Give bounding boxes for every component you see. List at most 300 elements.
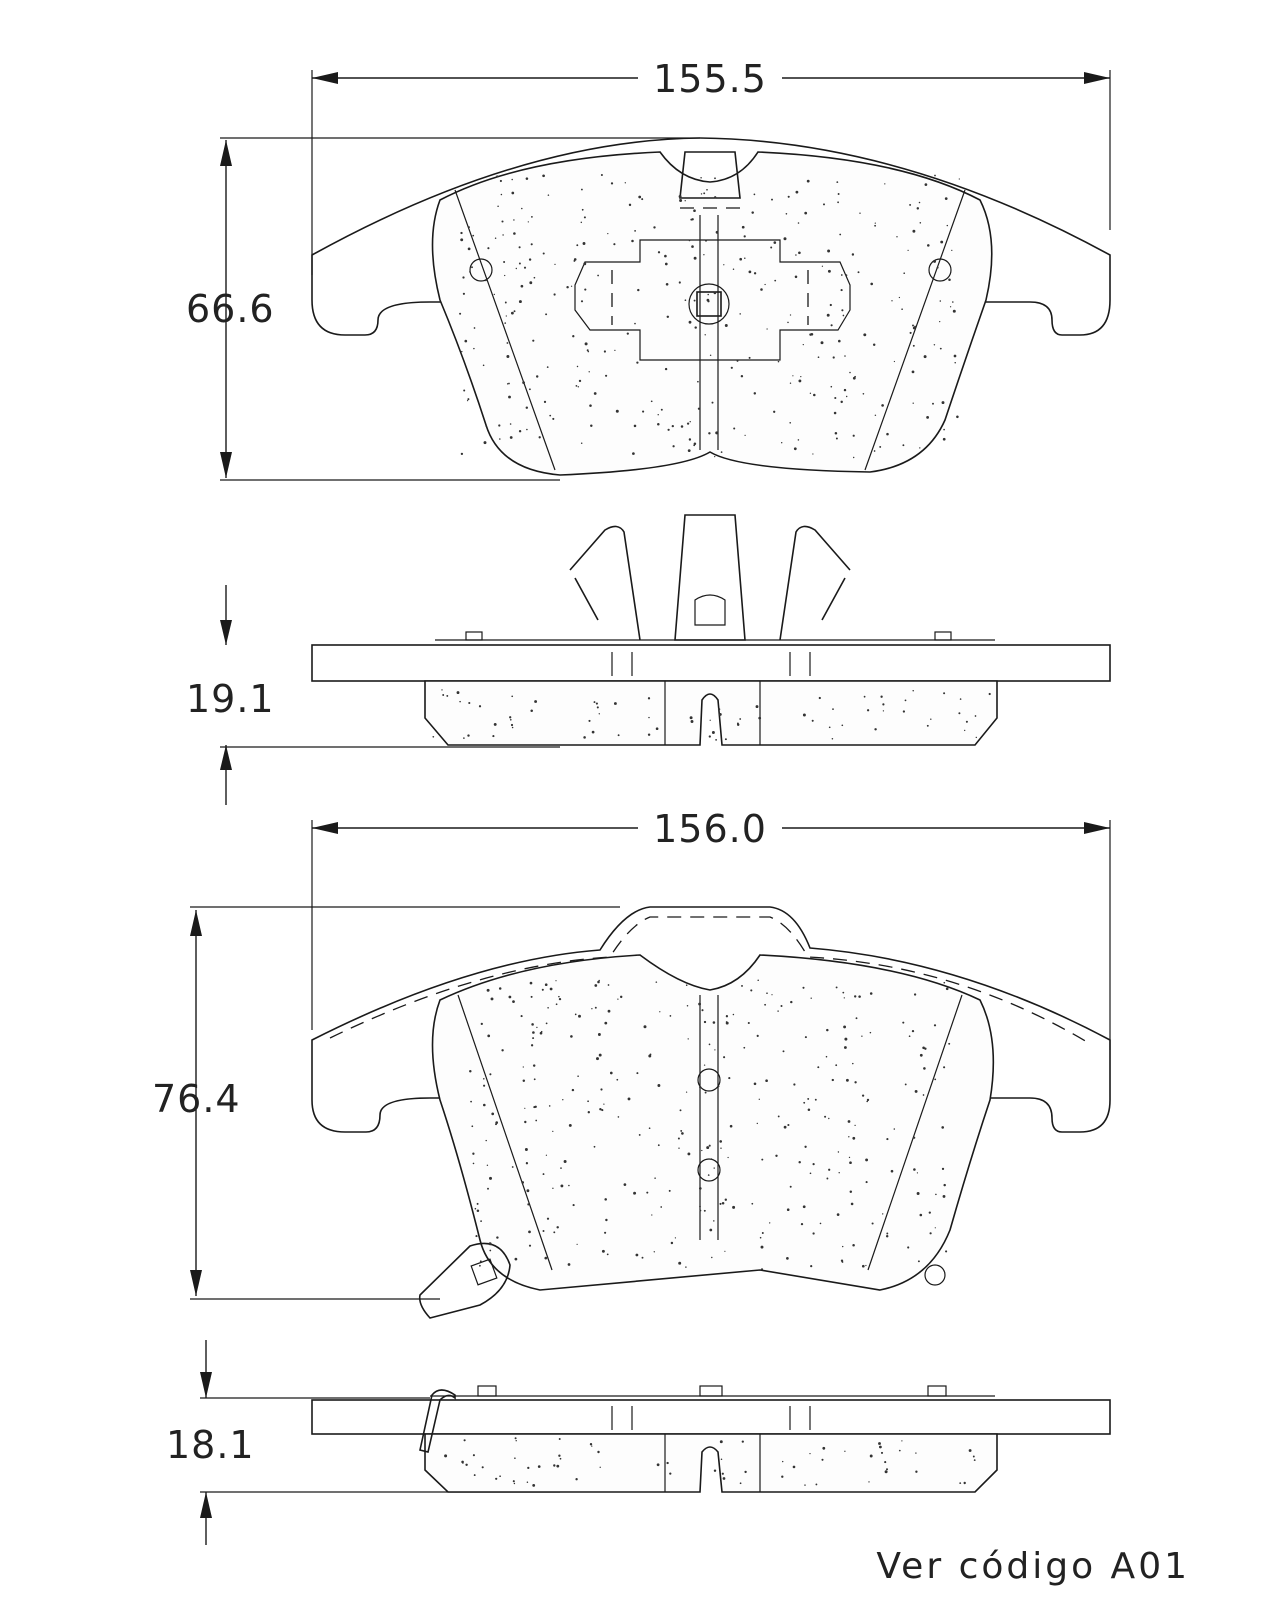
texture-dot — [681, 425, 684, 428]
texture-dot — [710, 720, 711, 721]
texture-dot — [638, 196, 641, 199]
texture-dot — [844, 1038, 847, 1041]
texture-dot — [654, 1177, 656, 1179]
texture-dot — [867, 709, 869, 711]
texture-dot — [594, 1146, 596, 1148]
texture-dot — [771, 994, 772, 995]
texture-dot — [583, 736, 586, 739]
texture-dot — [597, 981, 600, 984]
texture-dot — [560, 1458, 562, 1460]
texture-dot — [464, 340, 467, 343]
texture-dot — [464, 1439, 466, 1441]
texture-dot — [462, 276, 464, 278]
texture-dot — [523, 1080, 525, 1082]
bottom-pad-front-view — [152, 807, 1110, 1318]
texture-dot — [552, 418, 554, 420]
texture-dot — [535, 1106, 537, 1108]
texture-dot — [914, 993, 916, 995]
texture-dot — [837, 201, 839, 203]
texture-dot — [582, 209, 584, 211]
texture-dot — [975, 715, 977, 717]
texture-dot — [477, 1203, 479, 1205]
texture-dot — [742, 1440, 744, 1442]
texture-dot — [913, 345, 915, 347]
texture-dot — [831, 324, 833, 326]
texture-dot — [463, 737, 465, 739]
texture-dot — [976, 737, 977, 738]
texture-dot — [933, 260, 936, 263]
texture-dot — [620, 996, 622, 998]
texture-dot — [467, 400, 468, 401]
texture-dot — [750, 989, 752, 991]
texture-dot — [595, 1007, 597, 1009]
texture-dot — [472, 1153, 474, 1155]
texture-dot — [641, 198, 643, 200]
texture-dot — [469, 1070, 471, 1072]
texture-dot — [757, 980, 759, 982]
texture-dot — [780, 1005, 782, 1007]
texture-dot — [671, 1242, 673, 1244]
texture-dot — [480, 1260, 482, 1262]
texture-dot — [531, 1023, 534, 1026]
texture-dot — [575, 1014, 577, 1016]
texture-dot — [881, 1452, 883, 1454]
texture-dot — [989, 693, 991, 695]
texture-dot — [639, 1134, 641, 1136]
texture-dot — [927, 244, 930, 247]
texture-dot — [617, 998, 618, 999]
texture-dot — [501, 220, 503, 222]
texture-dot — [913, 327, 916, 330]
texture-dot — [821, 341, 824, 344]
texture-dot — [852, 1137, 855, 1140]
texture-dot — [879, 446, 881, 448]
texture-dot — [699, 1086, 701, 1088]
texture-dot — [713, 1021, 716, 1024]
bottom-thickness-label: 18.1 — [166, 1423, 255, 1467]
texture-dot — [934, 344, 935, 345]
texture-dot — [732, 1206, 735, 1209]
texture-dot — [532, 1031, 535, 1034]
texture-dot — [685, 200, 686, 201]
texture-dot — [602, 1250, 605, 1253]
texture-dot — [874, 225, 876, 227]
texture-dot — [844, 997, 845, 998]
texture-dot — [526, 177, 529, 180]
texture-dot — [709, 1145, 711, 1147]
texture-dot — [600, 1467, 601, 1468]
reference-note: Ver código A01 — [876, 1546, 1190, 1587]
top-width-label: 155.5 — [653, 57, 767, 101]
texture-dot — [680, 1109, 682, 1111]
texture-dot — [724, 1251, 725, 1252]
texture-dot — [463, 389, 465, 391]
texture-dot — [535, 1120, 537, 1122]
texture-dot — [691, 720, 694, 723]
texture-dot — [927, 725, 929, 727]
texture-dot — [588, 720, 590, 722]
texture-dot — [836, 986, 838, 988]
texture-dot — [744, 235, 746, 237]
texture-dot — [648, 717, 649, 718]
texture-dot — [531, 996, 533, 998]
texture-dot — [479, 705, 481, 707]
texture-dot — [577, 1075, 579, 1077]
texture-dot — [558, 996, 560, 998]
texture-dot — [688, 1038, 689, 1039]
texture-dot — [952, 301, 954, 303]
texture-dot — [549, 1105, 551, 1107]
texture-dot — [644, 1025, 647, 1028]
texture-dot — [930, 1232, 932, 1234]
texture-dot — [649, 1127, 651, 1129]
texture-dot — [778, 361, 780, 363]
texture-dot — [548, 194, 550, 196]
texture-dot — [831, 386, 833, 388]
texture-dot — [511, 192, 514, 195]
texture-dot — [460, 232, 462, 234]
texture-dot — [519, 430, 521, 432]
texture-dot — [553, 1464, 555, 1466]
texture-dot — [849, 372, 851, 374]
texture-dot — [707, 294, 709, 296]
texture-dot — [813, 1163, 815, 1165]
texture-dot — [912, 325, 914, 327]
texture-dot — [646, 1192, 648, 1194]
texture-dot — [534, 700, 537, 703]
texture-dot — [560, 1184, 563, 1187]
texture-dot — [687, 1005, 689, 1007]
texture-dot — [555, 980, 556, 981]
texture-dot — [589, 404, 592, 407]
texture-dot — [832, 1079, 834, 1081]
texture-dot — [485, 425, 486, 426]
texture-dot — [714, 177, 716, 179]
texture-dot — [581, 300, 583, 302]
texture-dot — [864, 696, 866, 698]
texture-dot — [919, 202, 921, 204]
texture-dot — [722, 1202, 725, 1205]
texture-dot — [715, 739, 717, 741]
texture-dot — [798, 251, 801, 254]
texture-dot — [596, 1057, 599, 1060]
texture-dot — [598, 1033, 601, 1036]
texture-dot — [715, 431, 718, 434]
texture-dot — [516, 268, 517, 269]
texture-dot — [590, 1443, 592, 1445]
texture-dot — [530, 709, 533, 712]
texture-dot — [721, 1458, 723, 1460]
texture-dot — [577, 1244, 578, 1245]
texture-dot — [627, 332, 629, 334]
texture-dot — [858, 271, 860, 273]
texture-dot — [578, 1015, 581, 1018]
top-pad-front-view — [186, 57, 1110, 480]
texture-dot — [531, 243, 533, 245]
texture-dot — [757, 1123, 758, 1124]
texture-dot — [516, 1440, 517, 1441]
texture-dot — [844, 389, 846, 391]
texture-dot — [836, 181, 838, 183]
texture-dot — [815, 1099, 817, 1101]
texture-dot — [661, 409, 663, 411]
texture-dot — [678, 1262, 681, 1265]
texture-dot — [819, 697, 821, 699]
texture-dot — [667, 429, 669, 431]
texture-dot — [786, 213, 788, 215]
texture-dot — [782, 1461, 783, 1462]
texture-dot — [848, 1120, 851, 1123]
texture-dot — [775, 1155, 777, 1157]
texture-dot — [853, 377, 856, 380]
texture-dot — [485, 1140, 486, 1141]
texture-dot — [576, 385, 578, 387]
texture-dot — [467, 734, 469, 736]
texture-dot — [828, 1169, 830, 1171]
texture-dot — [459, 701, 461, 703]
texture-dot — [845, 274, 847, 276]
texture-dot — [809, 1453, 810, 1454]
texture-dot — [489, 1073, 491, 1075]
texture-dot — [953, 310, 956, 313]
texture-dot — [485, 279, 487, 281]
texture-dot — [714, 292, 717, 295]
texture-dot — [604, 1232, 606, 1234]
texture-dot — [468, 702, 470, 704]
texture-dot — [803, 1205, 806, 1208]
texture-dot — [774, 241, 777, 244]
texture-dot — [744, 435, 745, 436]
texture-dot — [739, 258, 742, 261]
texture-dot — [527, 1203, 529, 1205]
texture-dot — [943, 692, 945, 694]
texture-dot — [713, 1220, 715, 1222]
texture-dot — [913, 1168, 916, 1171]
texture-dot — [886, 1138, 888, 1140]
texture-dot — [807, 180, 810, 183]
texture-dot — [714, 196, 716, 198]
texture-dot — [521, 1181, 524, 1184]
texture-dot — [838, 193, 840, 195]
texture-dot — [885, 1470, 888, 1473]
texture-dot — [670, 1015, 672, 1017]
texture-dot — [909, 1035, 911, 1037]
texture-dot — [812, 720, 814, 722]
texture-dot — [519, 263, 521, 265]
texture-dot — [694, 300, 696, 302]
texture-dot — [730, 1125, 733, 1128]
texture-dot — [675, 1237, 676, 1238]
texture-dot — [863, 393, 865, 395]
texture-dot — [878, 1442, 881, 1445]
texture-dot — [533, 1064, 535, 1066]
texture-dot — [846, 396, 847, 397]
texture-dot — [616, 1079, 618, 1081]
texture-dot — [705, 1092, 707, 1094]
texture-dot — [624, 1183, 627, 1186]
texture-dot — [465, 1464, 467, 1466]
texture-dot — [758, 717, 761, 720]
texture-dot — [494, 723, 497, 726]
texture-dot — [575, 1478, 577, 1480]
texture-dot — [510, 436, 513, 439]
texture-dot — [686, 984, 688, 986]
texture-dot — [654, 1251, 655, 1252]
texture-dot — [597, 1451, 599, 1453]
texture-dot — [737, 360, 739, 362]
texture-dot — [765, 1079, 768, 1082]
texture-dot — [850, 1191, 852, 1193]
texture-dot — [560, 1167, 562, 1169]
texture-dot — [632, 452, 635, 455]
texture-dot — [708, 1174, 710, 1176]
texture-dot — [648, 1055, 651, 1058]
texture-dot — [874, 450, 876, 452]
texture-dot — [884, 1461, 886, 1463]
texture-dot — [634, 323, 636, 325]
texture-dot — [474, 327, 476, 329]
texture-dot — [790, 314, 791, 315]
texture-dot — [915, 1471, 917, 1473]
texture-dot — [504, 322, 506, 324]
texture-dot — [524, 1121, 526, 1123]
texture-dot — [956, 416, 959, 419]
texture-dot — [487, 247, 489, 249]
texture-dot — [951, 250, 952, 251]
texture-dot — [599, 1108, 601, 1110]
texture-dot — [679, 195, 682, 198]
texture-dot — [848, 1136, 849, 1137]
texture-dot — [728, 1077, 730, 1079]
texture-dot — [714, 1167, 715, 1168]
texture-dot — [514, 1457, 516, 1459]
texture-dot — [742, 226, 745, 229]
texture-dot — [637, 289, 639, 291]
texture-dot — [852, 253, 854, 255]
texture-dot — [924, 1048, 926, 1050]
texture-dot — [925, 183, 928, 186]
texture-dot — [657, 1463, 660, 1466]
texture-dot — [512, 727, 514, 729]
texture-dot — [852, 1244, 855, 1247]
texture-dot — [526, 1189, 529, 1192]
texture-dot — [751, 1203, 753, 1205]
texture-dot — [472, 235, 474, 237]
texture-dot — [787, 1124, 789, 1126]
texture-dot — [536, 1027, 537, 1028]
texture-dot — [794, 447, 797, 450]
texture-dot — [790, 383, 791, 384]
texture-dot — [934, 1024, 936, 1026]
texture-dot — [491, 1113, 494, 1116]
texture-dot — [760, 288, 763, 291]
texture-dot — [903, 272, 905, 274]
texture-dot — [470, 1101, 472, 1103]
texture-dot — [901, 1440, 902, 1441]
texture-dot — [625, 182, 626, 183]
texture-dot — [634, 230, 636, 232]
texture-dot — [473, 348, 474, 349]
texture-dot — [917, 1172, 918, 1173]
texture-dot — [686, 1091, 687, 1092]
texture-dot — [540, 1032, 543, 1035]
texture-dot — [891, 1170, 894, 1173]
texture-dot — [886, 1468, 888, 1470]
bottom-side-backing-plate — [312, 1400, 1110, 1434]
texture-dot — [665, 368, 667, 370]
texture-dot — [628, 1097, 631, 1100]
texture-dot — [958, 712, 960, 714]
texture-dot — [725, 738, 727, 740]
texture-dot — [444, 1454, 447, 1457]
texture-dot — [804, 1146, 806, 1148]
texture-dot — [950, 306, 951, 307]
texture-dot — [710, 355, 711, 356]
texture-dot — [588, 1111, 590, 1113]
texture-dot — [770, 247, 772, 249]
texture-dot — [604, 1022, 607, 1025]
texture-dot — [834, 412, 837, 415]
texture-dot — [468, 248, 471, 251]
texture-dot — [905, 700, 907, 702]
texture-dot — [553, 1231, 555, 1233]
texture-dot — [875, 415, 876, 416]
texture-dot — [599, 713, 600, 714]
texture-dot — [690, 716, 693, 719]
texture-dot — [685, 1266, 686, 1267]
texture-dot — [838, 1151, 839, 1152]
texture-dot — [832, 738, 834, 740]
texture-dot — [915, 1452, 916, 1453]
texture-dot — [835, 432, 838, 435]
texture-dot — [912, 690, 913, 691]
texture-dot — [744, 1471, 746, 1473]
texture-dot — [733, 427, 735, 429]
texture-dot — [570, 1035, 573, 1038]
texture-dot — [709, 735, 711, 737]
texture-dot — [489, 1242, 492, 1245]
texture-dot — [571, 286, 572, 287]
bottom-rivet-right — [925, 1265, 945, 1285]
texture-dot — [712, 402, 714, 404]
texture-dot — [477, 1210, 480, 1213]
texture-dot — [651, 1214, 652, 1215]
texture-dot — [502, 234, 503, 235]
texture-dot — [790, 1001, 792, 1003]
texture-dot — [883, 710, 884, 711]
texture-dot — [503, 261, 505, 263]
texture-dot — [543, 1173, 545, 1175]
texture-dot — [839, 234, 841, 236]
texture-dot — [479, 1265, 481, 1267]
texture-dot — [618, 1116, 620, 1118]
texture-dot — [703, 254, 704, 255]
texture-dot — [614, 350, 615, 351]
texture-dot — [854, 1125, 855, 1126]
texture-dot — [666, 1462, 668, 1464]
texture-dot — [706, 189, 708, 191]
texture-dot — [800, 376, 801, 377]
texture-dot — [739, 718, 741, 720]
texture-dot — [836, 438, 838, 440]
texture-dot — [894, 1128, 896, 1130]
texture-dot — [481, 1023, 483, 1025]
texture-dot — [826, 1029, 828, 1031]
texture-dot — [687, 1152, 690, 1155]
texture-dot — [521, 285, 524, 288]
texture-dot — [483, 365, 485, 367]
texture-dot — [943, 1066, 945, 1068]
